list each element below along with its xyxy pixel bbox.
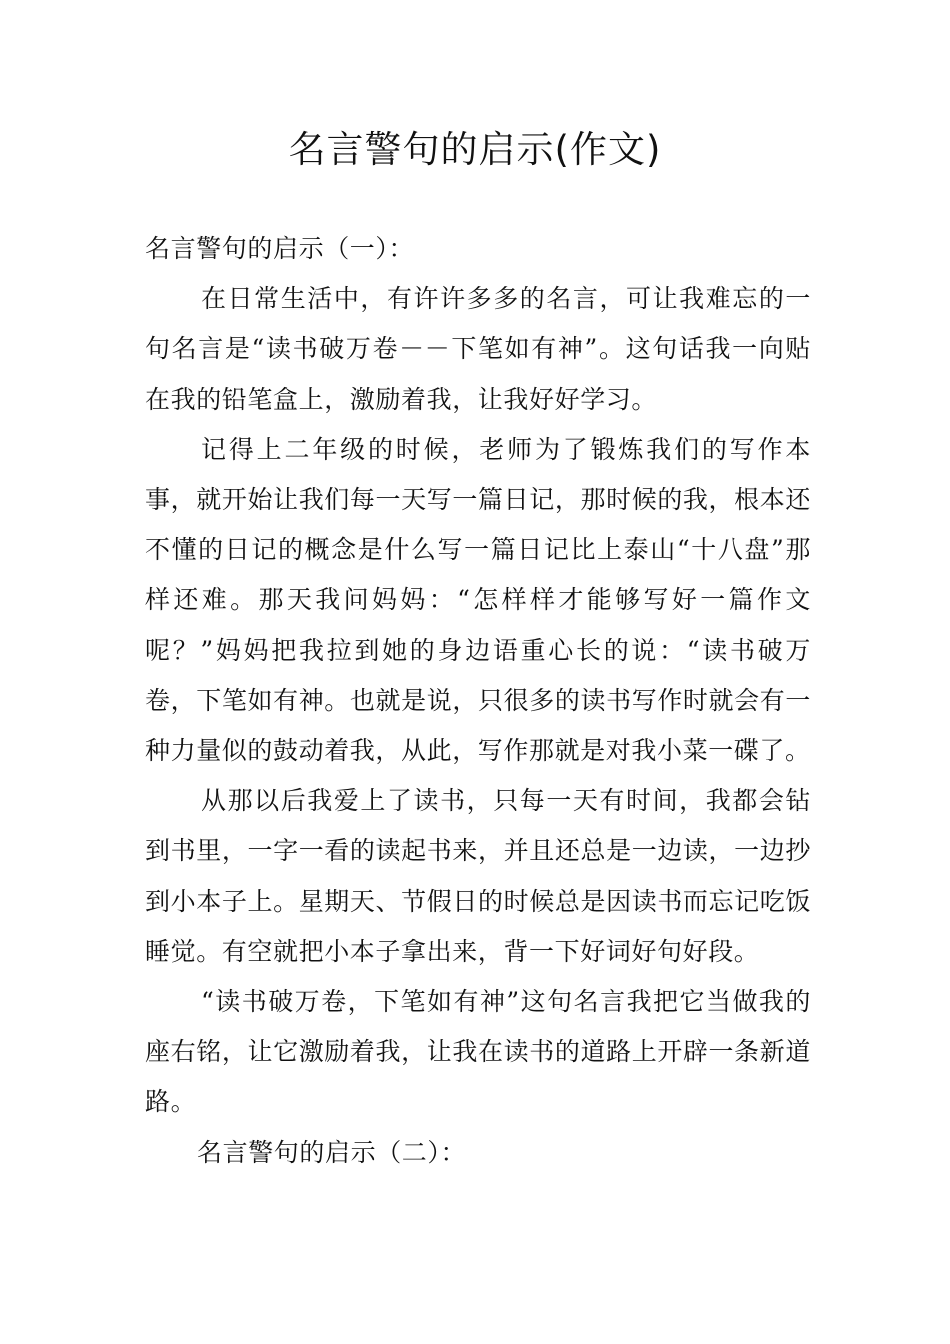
section-heading-1: 名言警句的启示（一）：	[145, 234, 415, 263]
paragraph-3: 从那以后我爱上了读书，只每一天有时间，我都会钻到书里，一字一看的读起书来，并且还总是一边读，一边抄到小本子上。星期天、节假日的时候总是因读书而忘记吃饭睡觉。有空就把小本子拿出来，背一下好词好句好段。	[145, 786, 811, 966]
paragraph-4: “读书破万卷，下笔如有神”这句名言我把它当做我的座右铭，让它激励着我，让我在读书的道路上开辟一条新道路。	[145, 987, 811, 1117]
document-body	[145, 224, 811, 1178]
paragraph-1: 在日常生活中，有许许多多的名言，可让我难忘的一句名言是“读书破万卷－－下笔如有神”。这句话我一向贴在我的铅笔盒上，激励着我，让我好好学习。	[145, 284, 811, 414]
paragraph-2: 记得上二年级的时候，老师为了锻炼我们的写作本事，就开始让我们每一天写一篇日记，那时候的我，根本还不懂的日记的概念是什么写一篇日记比上泰山“十八盘”那样还难。那天我问妈妈：“怎样样才能够写好一篇作文呢？”妈妈把我拉到她的身边语重心长的说：“读书破万卷，下笔如有神。也就是说，只很多的读书写作时就会有一种力量似的鼓动着我，从此，写作那就是对我小菜一碟了。	[145, 434, 811, 766]
section-heading-2: 名言警句的启示（二）：	[197, 1137, 467, 1167]
document-title: 名言警句的启示(作文)	[288, 128, 662, 171]
